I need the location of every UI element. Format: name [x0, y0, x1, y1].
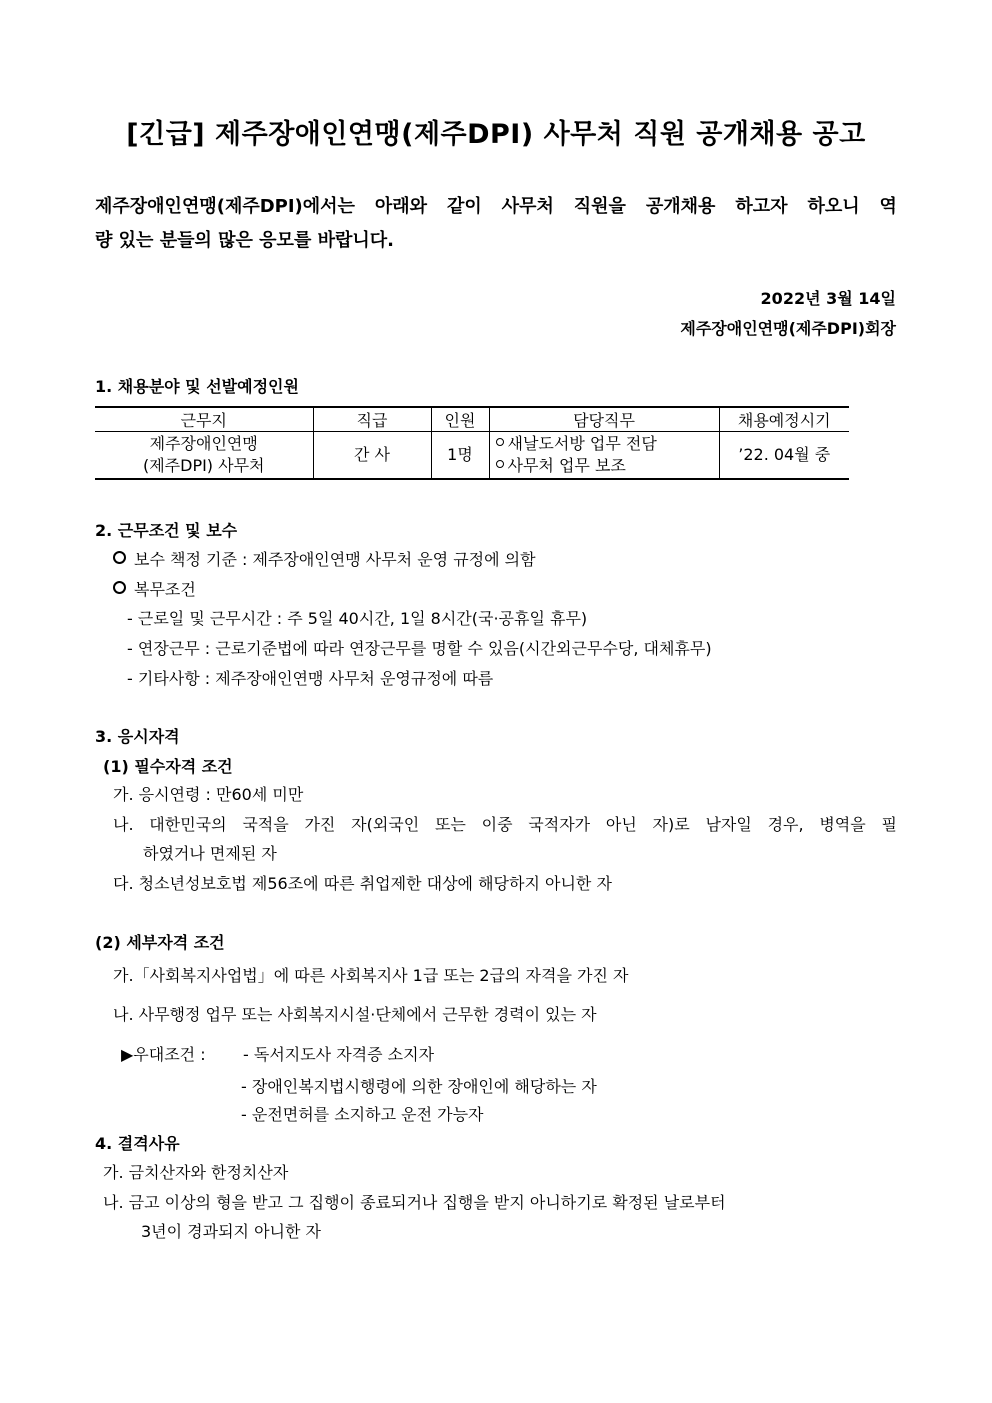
- intro-word: 같이: [446, 196, 482, 217]
- req-word: 병역을: [819, 815, 866, 834]
- intro-word: 제주장애인연맹(제주DPI)에서는: [95, 196, 355, 217]
- intro-line-2: 량 있는 분들의 많은 응모를 바랍니다.: [95, 230, 394, 251]
- subsection-required: (1) 필수자격 조건: [103, 757, 233, 776]
- detail-na: 나. 사무행정 업무 또는 사회복지시설·단체에서 근무한 경력이 있는 자: [113, 1005, 597, 1024]
- bullet-conditions: [113, 577, 196, 600]
- req-word: 국적을: [242, 815, 289, 834]
- header-rank: 직급: [313, 407, 431, 432]
- disqualification-na: 나. 금고 이상의 형을 받고 그 집행이 종료되거나 집행을 받지 아니하기로 확정된 날로부터: [103, 1193, 726, 1212]
- req-word: 남자일: [705, 815, 752, 834]
- condition-item: - 연장근무 : 근로기준법에 따라 연장근무를 명할 수 있음(시간외근무수당, 대체휴무): [127, 639, 712, 658]
- intro-word: 역: [879, 196, 897, 217]
- req-word: 자(외국인: [351, 815, 420, 834]
- circle-bullet-icon: [113, 581, 126, 594]
- intro-word: 하오니: [807, 196, 860, 217]
- req-word: 이중: [481, 815, 513, 834]
- condition-item: - 기타사항 : 제주장애인연맹 사무처 운영규정에 따름: [127, 669, 494, 688]
- preference-label: ▶우대조건 :: [121, 1045, 206, 1064]
- intro-line-1: [95, 192, 897, 218]
- intro-word: 아래와: [374, 196, 428, 217]
- req-word: 필: [881, 815, 897, 834]
- workplace-line-2: (제주DPI) 사무처: [142, 456, 265, 475]
- preference-item: - 장애인복지법시행령에 의한 장애인에 해당하는 자: [241, 1077, 597, 1096]
- condition-item: - 근로일 및 근무시간 : 주 5일 40시간, 1일 8시간(국·공휴일 휴무): [127, 609, 588, 628]
- req-word: 자)로: [652, 815, 690, 834]
- requirement-na: [113, 812, 897, 835]
- preference-item: - 독서지도사 자격증 소지자: [243, 1045, 435, 1064]
- small-circle-icon: [496, 438, 504, 446]
- duty-1: 새날도서방 업무 전담: [507, 434, 657, 453]
- req-word: 대한민국의: [149, 815, 227, 834]
- table-row: [95, 432, 849, 480]
- intro-word: 사무처: [501, 196, 554, 217]
- section-2-heading: 2. 근무조건 및 보수: [95, 521, 238, 540]
- intro-word: 공개채용: [645, 196, 716, 217]
- cell-count: 1명: [431, 432, 489, 480]
- header-period: 채용예정시기: [719, 407, 849, 432]
- page-title: [긴급] 제주장애인연맹(제주DPI) 사무처 직원 공개채용 공고: [126, 119, 866, 150]
- req-word: 경우,: [767, 815, 804, 834]
- req-word: 또는: [434, 815, 466, 834]
- requirement-ga: 가. 응시연령 : 만60세 미만: [113, 785, 304, 804]
- req-word: 아닌: [605, 815, 637, 834]
- section-4-heading: 4. 결격사유: [95, 1134, 180, 1153]
- section-1-heading: 1. 채용분야 및 선발예정인원: [95, 377, 299, 396]
- issuer: 제주장애인연맹(제주DPI)회장: [680, 319, 896, 338]
- requirement-na-continued: 하였거나 면제된 자: [143, 844, 277, 863]
- bullet-salary: [113, 547, 536, 570]
- cell-duty: [489, 432, 719, 480]
- header-count: 인원: [431, 407, 489, 432]
- requirement-da: 다. 청소년성보호법 제56조에 따른 취업제한 대상에 해당하지 아니한 자: [113, 874, 612, 893]
- circle-bullet-icon: [113, 551, 126, 564]
- subsection-detail: (2) 세부자격 조건: [95, 933, 225, 952]
- workplace-line-1: 제주장애인연맹: [149, 434, 258, 453]
- detail-ga: 가.「사회복지사업법」에 따른 사회복지사 1급 또는 2급의 자격을 가진 자: [113, 966, 629, 985]
- header-duty: 담당직무: [489, 407, 719, 432]
- req-word: 국적자가: [528, 815, 591, 834]
- duty-2: 사무처 업무 보조: [507, 456, 626, 475]
- cell-rank: 간 사: [313, 432, 431, 480]
- table-header-row: [95, 407, 849, 432]
- intro-word: 직원을: [573, 196, 626, 217]
- section-3-heading: 3. 응시자격: [95, 727, 180, 746]
- req-word: 가진: [304, 815, 336, 834]
- cell-period: ’22. 04월 중: [719, 432, 849, 480]
- intro-word: 하고자: [735, 196, 788, 217]
- req-word: 나.: [113, 815, 134, 834]
- cell-workplace: [95, 432, 313, 480]
- small-circle-icon: [496, 460, 504, 468]
- bullet-salary-text: 보수 책정 기준 : 제주장애인연맹 사무처 운영 규정에 의함: [134, 550, 536, 569]
- recruitment-table: [95, 406, 849, 480]
- bullet-conditions-text: 복무조건: [134, 580, 196, 599]
- disqualification-na-continued: 3년이 경과되지 아니한 자: [141, 1222, 321, 1241]
- preference-item: - 운전면허를 소지하고 운전 가능자: [241, 1105, 484, 1124]
- disqualification-ga: 가. 금치산자와 한정치산자: [103, 1163, 289, 1182]
- announcement-date: 2022년 3월 14일: [760, 289, 896, 308]
- header-workplace: 근무지: [95, 407, 313, 432]
